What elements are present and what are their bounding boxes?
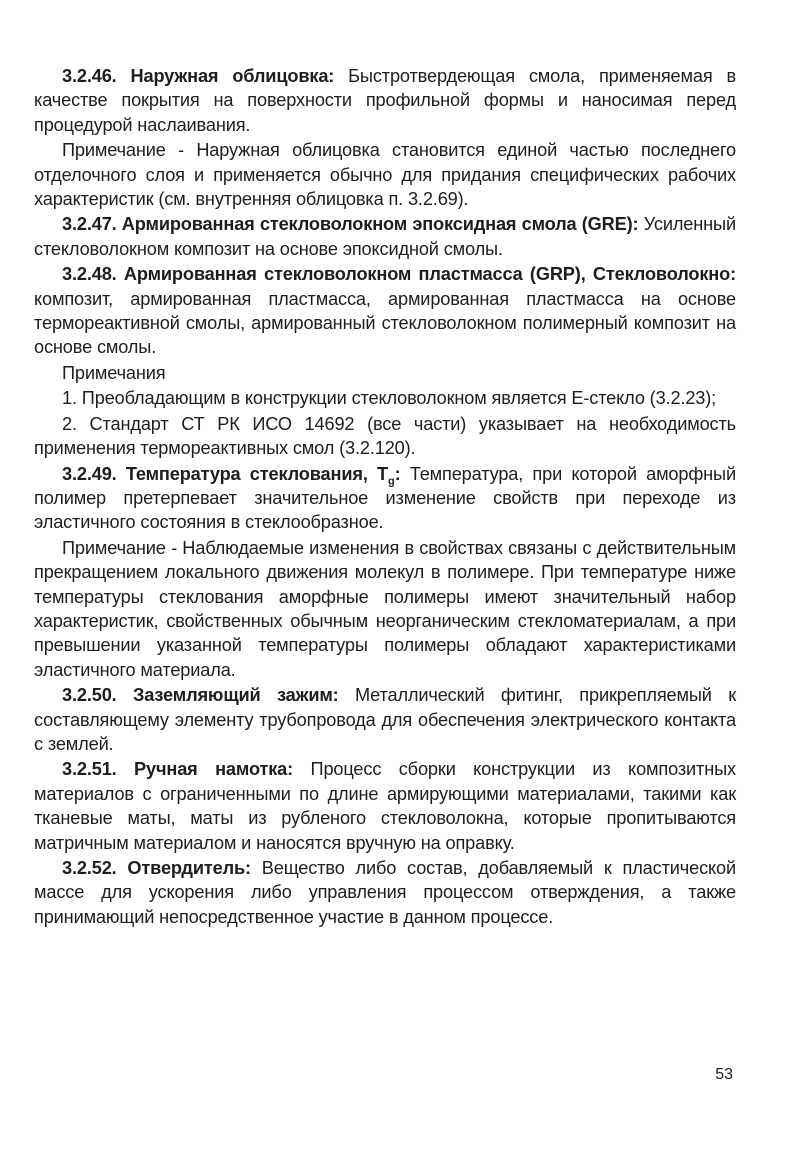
- definition-3-2-46: [34, 64, 736, 137]
- definition-text: Вещество либо состав, добавляемый к пластической массе для ускорения либо управления процессом отверждения, а также принимающий непосредственное участие в данном процессе.: [34, 858, 736, 927]
- term-heading: 3.2.49. Температура стеклования, $T_g$:: [62, 463, 401, 488]
- subscript: g: [387, 475, 395, 488]
- note-item-1: 1. Преобладающим в конструкции стекловолокном является Е-стекло (3.2.23);: [62, 388, 717, 409]
- definition-3-2-51: [34, 757, 736, 855]
- definition-text: Быстротвердеющая смола, применяемая в качестве покрытия на поверхности профильной формы и наносимая перед процедурой наслаивания.: [34, 66, 736, 135]
- notes-heading: Примечания: [62, 362, 166, 383]
- definition-text: Температура, при которой аморфный полимер претерпевает значительное изменение свойств при переходе из эластичного состояния в стеклообразное.: [34, 463, 736, 533]
- term-heading: 3.2.47. Армированная стекловолокном эпоксидная смола (GRE):: [62, 214, 639, 235]
- page-number: 53: [715, 1066, 733, 1083]
- note-3-2-46: Примечание - Наружная облицовка становится единой частью последнего отделочного слоя и применяется обычно для придания специфических рабочих характеристик (см. внутренняя облицовка п. 3.2.69).: [34, 140, 736, 210]
- term-heading: 3.2.51. Ручная намотка:: [62, 759, 294, 780]
- definition-text: Процесс сборки конструкции из композитных материалов с ограниченными по длине армирующими материалами, такими как тканевые маты, маты из рубленого стекловолокна, которые пропитываются матричным материалом и наносятся вручную на оправку.: [34, 759, 736, 853]
- definition-3-2-50: [34, 683, 736, 756]
- definition-3-2-49: [34, 462, 736, 535]
- definition-text: композит, армированная пластмасса, армированная пластмасса на основе термореактивной смолы, армированный стекловолокном полимерный композит на основе смолы.: [34, 288, 736, 358]
- definition-text: Усиленный стекловолокном композит на основе эпоксидной смолы.: [34, 214, 736, 259]
- definition-3-2-47: [34, 212, 736, 261]
- term-heading: 3.2.52. Отвердитель:: [62, 858, 251, 878]
- definition-text: Металлический фитинг, прикрепляемый к составляющему элементу трубопровода для обеспечения электрического контакта с землей.: [34, 685, 737, 754]
- note-3-2-49: Примечание - Наблюдаемые изменения в свойствах связаны с действительным прекращением локального движения молекул в полимере. При температуре ниже температуры стеклования аморфные полимеры имеют значительный набор характеристик, свойственных обычным неорганическим стекломатериалам, а при превышении указанной температуры полимеры обладают характеристиками эластичного материала.: [34, 537, 736, 680]
- term-heading: 3.2.46. Наружная облицовка:: [62, 66, 335, 86]
- term-heading: 3.2.50. Заземляющий зажим:: [62, 685, 339, 706]
- definition-3-2-52: [34, 856, 736, 929]
- term-heading: 3.2.48. Армированная стекловолокном пластмасса (GRP), Стекловолокно:: [62, 264, 736, 285]
- note-item-2: 2. Стандарт СТ РК ИСО 14692 (все части) указывает на необходимость применения термореактивных смол (3.2.120).: [34, 413, 736, 459]
- definition-3-2-48: [34, 262, 736, 360]
- document-page: [34, 64, 736, 930]
